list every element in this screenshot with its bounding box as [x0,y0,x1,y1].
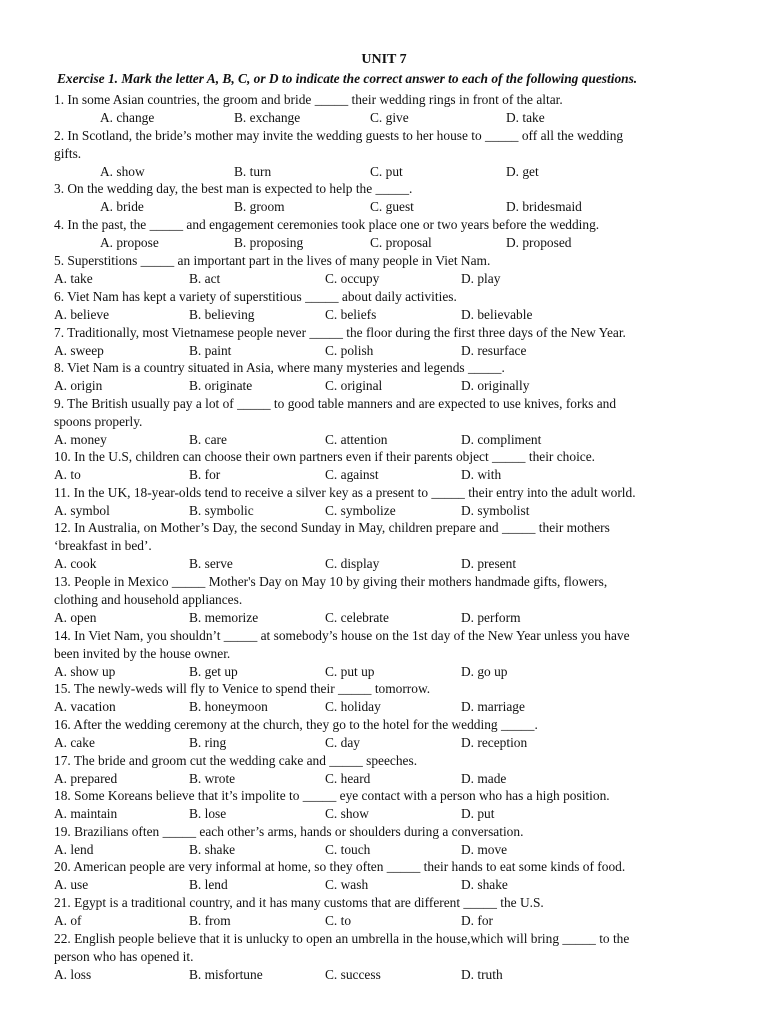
question-item [54,180,714,216]
answer-options [54,502,714,520]
answer-options [54,555,714,573]
question-item [54,395,714,449]
answer-option-d[interactable]: D. for [461,913,493,928]
answer-option-c[interactable]: C. to [325,913,352,928]
answer-option-a[interactable]: A. bride [100,199,144,214]
question-text: 14. In Viet Nam, you shouldn’t _____ at somebody’s house on the 1st day of the New Year unless you have [54,628,630,643]
answer-option-b[interactable]: B. memorize [189,610,259,625]
answer-options [54,466,714,484]
answer-options [54,306,714,324]
answer-options [54,342,714,360]
answer-option-b[interactable]: B. shake [189,842,236,857]
answer-option-d[interactable]: D. play [461,271,501,286]
answer-option-c[interactable]: C. proposal [370,235,432,250]
answer-option-c[interactable]: C. put [370,164,403,179]
answer-options [54,377,714,395]
answer-option-b[interactable]: B. originate [189,378,253,393]
question-item [54,716,714,752]
question-item [54,858,714,894]
answer-option-a[interactable]: A. change [100,110,155,125]
answer-options [54,270,714,288]
answer-option-a[interactable]: A. show up [54,664,116,679]
answer-option-b[interactable]: B. misfortune [189,967,263,982]
answer-option-d[interactable]: D. with [461,467,502,482]
answer-option-d[interactable]: D. perform [461,610,521,625]
answer-option-a[interactable]: A. to [54,467,81,482]
answer-options [54,734,714,752]
answer-option-a[interactable]: A. use [54,877,89,892]
question-text: 7. Traditionally, most Vietnamese people never _____ the floor during the first three days of the New Year. [54,325,626,340]
question-text: 13. People in Mexico _____ Mother's Day on May 10 by giving their mothers handmade gifts, flowers, [54,574,608,589]
answer-option-b[interactable]: B. lose [189,806,227,821]
answer-option-a[interactable]: A. take [54,271,93,286]
answer-option-d[interactable]: D. bridesmaid [506,199,582,214]
answer-option-a[interactable]: A. believe [54,307,110,322]
answer-option-c[interactable]: C. beliefs [325,307,377,322]
answer-option-a[interactable]: A. loss [54,967,92,982]
answer-option-c[interactable]: C. success [325,967,381,982]
answer-option-d[interactable]: D. go up [461,664,508,679]
answer-options [54,841,714,859]
answer-options [54,698,714,716]
question-text: 1. In some Asian countries, the groom and bride _____ their wedding rings in front of the altar. [54,92,563,107]
answer-option-a[interactable]: A. propose [100,235,159,250]
question-text: 10. In the U.S, children can choose their own partners even if their parents object _____ their choice. [54,449,596,464]
question-text: 5. Superstitions _____ an important part in the lives of many people in Viet Nam. [54,253,491,268]
answer-option-b[interactable]: B. ring [189,735,227,750]
question-item [54,787,714,823]
answer-option-b[interactable]: B. act [189,271,221,286]
question-item [54,519,714,573]
answer-option-d[interactable]: D. put [461,806,495,821]
question-item [54,894,714,930]
question-text: 16. After the wedding ceremony at the church, they go to the hotel for the wedding _____. [54,717,538,732]
answer-options [54,663,714,681]
answer-option-b[interactable]: B. believing [189,307,255,322]
question-text: 9. The British usually pay a lot of _____ to good table manners and are expected to use knives, forks and [54,396,617,411]
question-item [54,752,714,788]
question-text: 8. Viet Nam is a country situated in Asia, where many mysteries and legends _____. [54,360,505,375]
question-item [54,91,714,127]
answer-option-c[interactable]: C. day [325,735,360,750]
answer-option-b[interactable]: B. groom [234,199,285,214]
question-text: 12. In Australia, on Mother’s Day, the second Sunday in May, children prepare and _____ their mothers [54,520,610,535]
question-item [54,324,714,360]
question-text: 6. Viet Nam has kept a variety of superstitious _____ about daily activities. [54,289,457,304]
question-text: 20. American people are very informal at home, so they often _____ their hands to eat some kinds of food. [54,859,626,874]
question-text: gifts. [54,146,82,161]
answer-option-a[interactable]: A. vacation [54,699,116,714]
answer-option-b[interactable]: B. lend [189,877,228,892]
question-item [54,823,714,859]
answer-option-c[interactable]: C. attention [325,432,388,447]
answer-option-c[interactable]: C. holiday [325,699,381,714]
answer-option-c[interactable]: C. put up [325,664,375,679]
answer-option-d[interactable]: D. get [506,164,539,179]
answer-options [54,198,714,216]
answer-options [54,966,714,984]
answer-options [54,912,714,930]
answer-option-a[interactable]: A. origin [54,378,103,393]
question-text: 19. Brazilians often _____ each other’s arms, hands or shoulders during a conversation. [54,824,524,839]
question-item [54,930,714,984]
answer-option-d[interactable]: D. marriage [461,699,525,714]
answer-option-a[interactable]: A. cake [54,735,95,750]
answer-option-d[interactable]: D. made [461,771,507,786]
question-item [54,127,714,181]
question-text: 15. The newly-weds will fly to Venice to spend their _____ tomorrow. [54,681,431,696]
answer-option-c[interactable]: C. original [325,378,383,393]
answer-option-a[interactable]: A. cook [54,556,97,571]
answer-option-a[interactable]: A. prepared [54,771,118,786]
answer-options [54,609,714,627]
question-text: 2. In Scotland, the bride’s mother may invite the wedding guests to her house to _____ off all the wedding [54,128,624,143]
question-item [54,573,714,627]
answer-option-a[interactable]: A. sweep [54,343,104,358]
question-text: 22. English people believe that it is unlucky to open an umbrella in the house,which will bring _____ to the [54,931,630,946]
answer-option-c[interactable]: C. show [325,806,369,821]
answer-option-c[interactable]: C. wash [325,877,369,892]
answer-option-b[interactable]: B. care [189,432,227,447]
answer-option-b[interactable]: B. paint [189,343,232,358]
answer-options [54,109,714,127]
answer-option-d[interactable]: D. proposed [506,235,572,250]
question-text: 3. On the wedding day, the best man is expected to help the _____. [54,181,413,196]
question-text: 4. In the past, the _____ and engagement ceremonies took place one or two years before the wedding. [54,217,600,232]
answer-option-c[interactable]: C. celebrate [325,610,389,625]
question-text: ‘breakfast in bed’. [54,538,152,553]
question-text: 18. Some Koreans believe that it’s impolite to _____ eye contact with a person who has a high position. [54,788,610,803]
answer-option-b[interactable]: B. from [189,913,231,928]
question-item [54,288,714,324]
answer-option-b[interactable]: B. serve [189,556,233,571]
question-item [54,448,714,484]
answer-option-d[interactable]: D. resurface [461,343,527,358]
answer-option-a[interactable]: A. lend [54,842,94,857]
question-text: 11. In the UK, 18-year-olds tend to receive a silver key as a present to _____ their entry into the adult world. [54,485,636,500]
question-item [54,252,714,288]
answer-option-b[interactable]: B. symbolic [189,503,254,518]
answer-option-b[interactable]: B. for [189,467,221,482]
answer-option-d[interactable]: D. move [461,842,508,857]
answer-option-b[interactable]: B. wrote [189,771,236,786]
answer-option-b[interactable]: B. turn [234,164,272,179]
answer-options [54,431,714,449]
answer-option-d[interactable]: D. reception [461,735,528,750]
exercise-instruction: Exercise 1. Mark the letter A, B, C, or D to indicate the correct answer to each of the following questions. [57,71,638,86]
question-text: 17. The bride and groom cut the wedding cake and _____ speeches. [54,753,418,768]
answer-options [54,876,714,894]
answer-option-c[interactable]: C. against [325,467,379,482]
question-text: clothing and household appliances. [54,592,243,607]
question-item [54,484,714,520]
answer-option-d[interactable]: D. take [506,110,545,125]
answer-option-d[interactable]: D. symbolist [461,503,530,518]
answer-options [54,770,714,788]
answer-option-b[interactable]: B. proposing [234,235,304,250]
answer-option-d[interactable]: D. present [461,556,517,571]
answer-option-d[interactable]: D. compliment [461,432,542,447]
answer-option-c[interactable]: C. give [370,110,409,125]
answer-option-d[interactable]: D. believable [461,307,533,322]
page-title: UNIT 7 [361,52,407,67]
answer-option-a[interactable]: A. of [54,913,82,928]
question-item [54,216,714,252]
answer-option-a[interactable]: A. show [100,164,145,179]
question-item [54,627,714,681]
answer-option-b[interactable]: B. exchange [234,110,301,125]
answer-option-b[interactable]: B. get up [189,664,238,679]
answer-option-c[interactable]: C. touch [325,842,371,857]
answer-options [54,805,714,823]
question-text: 21. Egypt is a traditional country, and it has many customs that are different _____ the U.S. [54,895,544,910]
question-text: spoons properly. [54,414,143,429]
answer-option-a[interactable]: A. symbol [54,503,110,518]
answer-options [54,163,714,181]
answer-option-c[interactable]: C. symbolize [325,503,396,518]
answer-option-a[interactable]: A. money [54,432,107,447]
answer-option-d[interactable]: D. originally [461,378,530,393]
answer-option-a[interactable]: A. open [54,610,97,625]
question-text: been invited by the house owner. [54,646,231,661]
answer-options [54,234,714,252]
answer-option-c[interactable]: C. polish [325,343,374,358]
question-text: person who has opened it. [54,949,194,964]
answer-option-a[interactable]: A. maintain [54,806,118,821]
answer-option-c[interactable]: C. occupy [325,271,380,286]
question-item [54,359,714,395]
question-item [54,680,714,716]
answer-option-c[interactable]: C. guest [370,199,414,214]
answer-option-d[interactable]: D. truth [461,967,503,982]
answer-option-c[interactable]: C. display [325,556,380,571]
answer-option-c[interactable]: C. heard [325,771,371,786]
answer-option-d[interactable]: D. shake [461,877,508,892]
answer-option-b[interactable]: B. honeymoon [189,699,268,714]
